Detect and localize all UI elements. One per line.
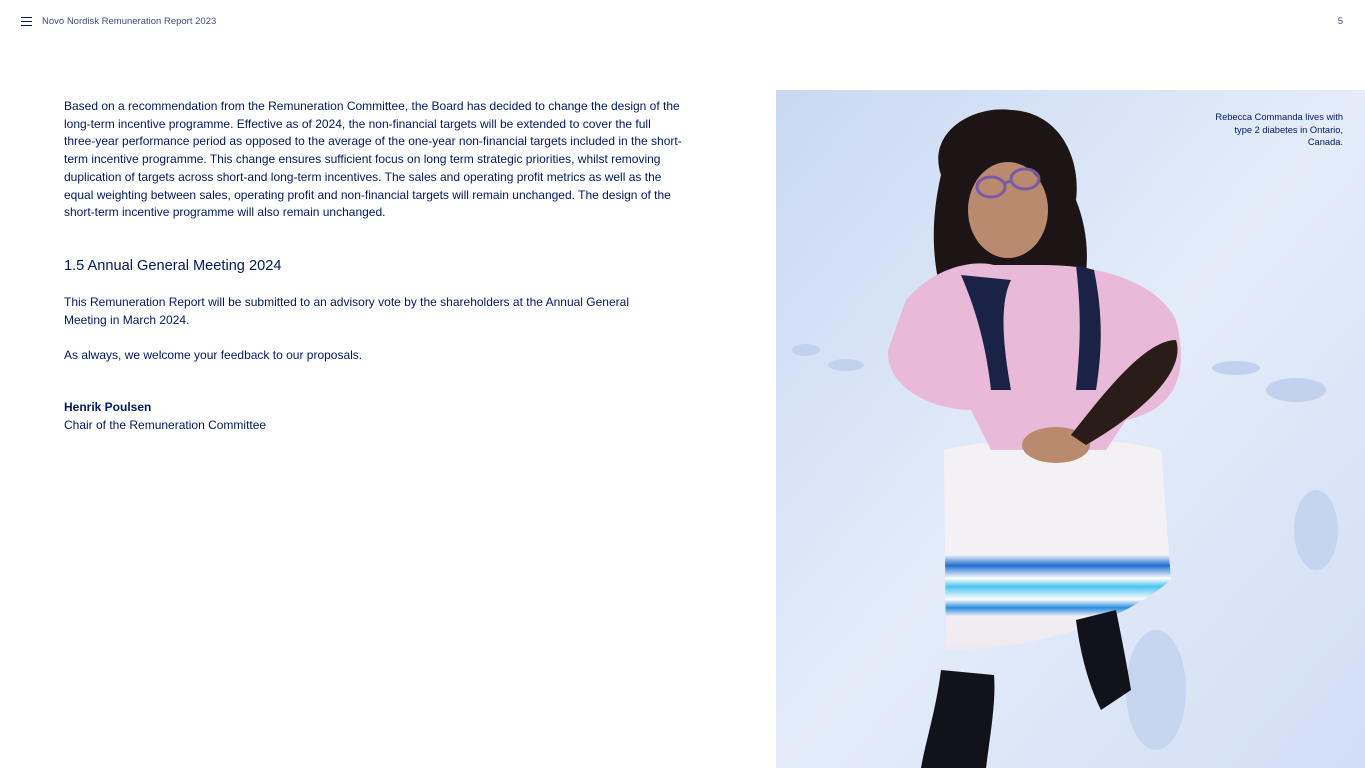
intro-paragraph: Based on a recommendation from the Remuneration Committee, the Board has decided to change the design of the long-term incentive programme. Effective as of 2024, the non-financial targets will be extended to cover the full three-year performance period as opposed to the average of the one-year non-financial targets included in the short-term incentive programme. This change ensures sufficient focus on long term strategic priorities, whilst removing duplication of targets across short-and long-term incentives. The sales and operating profit metrics as well as the equal weighting between sales, operating profit and non-financial targets will remain unchanged. The design of the short-term incentive programme will also remain unchanged. <box>64 99 682 220</box>
top-bar <box>0 0 1365 44</box>
hamburger-menu-icon[interactable] <box>21 17 32 26</box>
feedback-paragraph: As always, we welcome your feedback to our proposals. <box>64 348 363 362</box>
agm-vote-paragraph: This Remuneration Report will be submitted to an advisory vote by the shareholders at the Annual General Meeting in March 2024. <box>64 295 629 327</box>
page-number: 5 <box>1337 16 1343 27</box>
signature-role: Chair of the Remuneration Committee <box>64 418 267 432</box>
document-title: Novo Nordisk Remuneration Report 2023 <box>42 16 217 27</box>
section-heading: 1.5 Annual General Meeting 2024 <box>64 258 282 274</box>
portrait-illustration <box>776 90 1365 768</box>
photo-caption: Rebecca Commanda lives with type 2 diabetes in Ontario, Canada. <box>1215 112 1343 147</box>
signature-name: Henrik Poulsen <box>64 400 152 414</box>
portrait-photo <box>776 90 1365 768</box>
main-content <box>64 98 684 432</box>
